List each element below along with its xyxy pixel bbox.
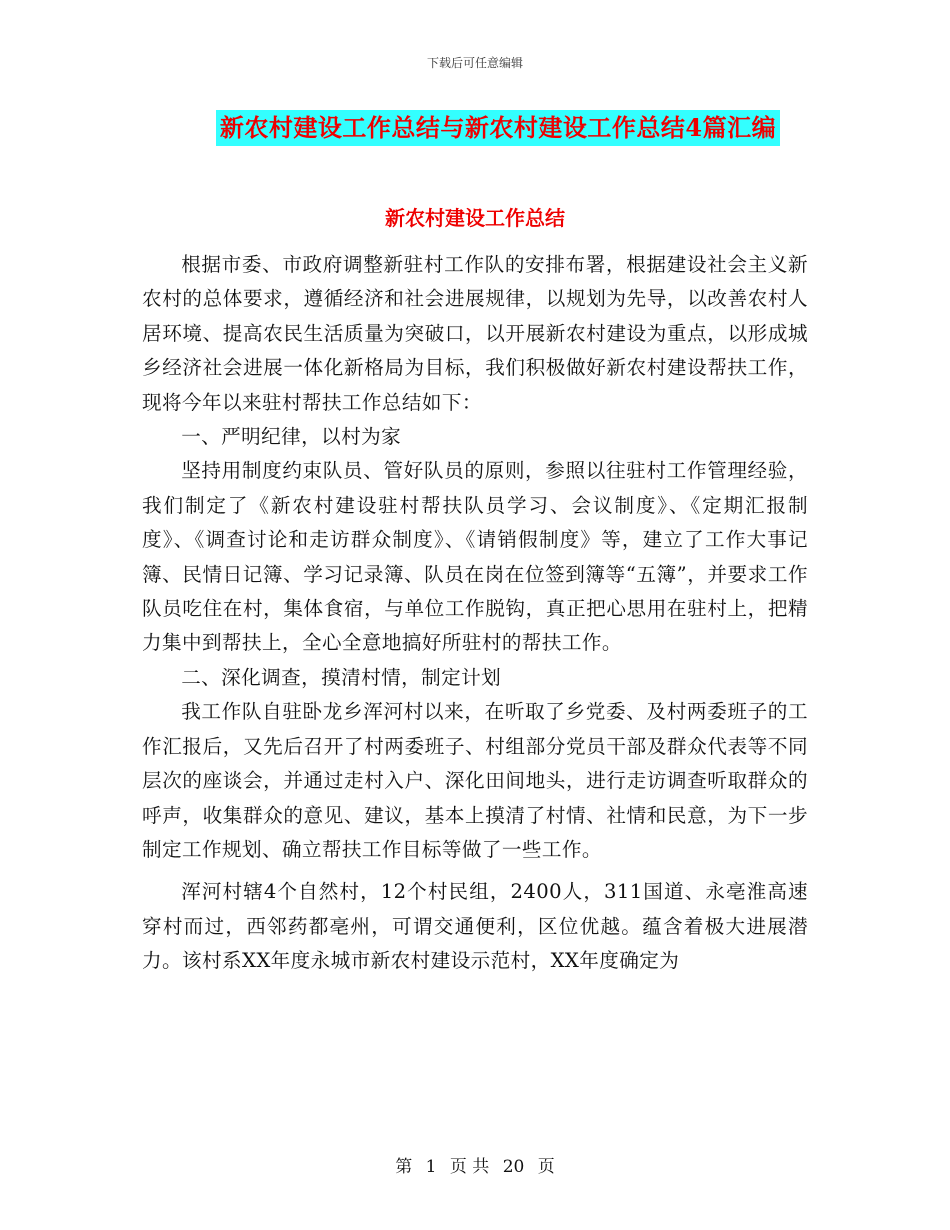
main-title: 新农村建设工作总结与新农村建设工作总结4篇汇编: [216, 110, 780, 146]
page-number: 1: [425, 1157, 437, 1177]
paragraph-investigation: 我工作队自驻卧龙乡浑河村以来，在听取了乡党委、及村两委班子的工作汇报后，又先后召开了村两委班子、村组部分党员干部及群众代表等不同层次的座谈会，并通过走村入户、深化田间地头，进行走访调查听取群众的呼声，收集群众的意见、建议，基本上摸清了村情、社情和民意，为下一步制定工作规划、确立帮扶工作目标等做了一些工作。: [142, 700, 808, 861]
section-title: 新农村建设工作总结: [385, 206, 565, 230]
main-title-container: [0, 110, 950, 146]
paragraph-discipline: 坚持用制度约束队员、管好队员的原则，参照以往驻村工作管理经验，我们制定了《新农村建设驻村帮扶队员学习、会议制度》、《定期汇报制度》、《调查讨论和走访群众制度》、《请销假制度》等，建立了工作大事记簿、民情日记簿、学习记录簿、队员在岗在位签到簿等“五簿”，并要求工作队员吃住在村，集体食宿，与单位工作脱钩，真正把心思用在驻村上，把精力集中到帮扶上，全心全意地搞好所驻村的帮扶工作。: [142, 459, 808, 655]
heading-investigation: 二、深化调查，摸清村情，制定计划: [181, 665, 502, 689]
page-middle: 页 共: [449, 1157, 490, 1177]
page-footer: [0, 1152, 950, 1177]
paragraph-village-info: 浑河村辖4个自然村，12个村民组，2400人，311国道、永亳淮高速穿村而过，西邻药都亳州，可谓交通便利，区位优越。蕴含着极大进展潜力。该村系XX年度永城市新农村建设示范村，XX年度确定为: [142, 880, 808, 973]
document-body: [142, 248, 808, 979]
page-suffix: 页: [537, 1157, 555, 1177]
page-prefix: 第: [395, 1157, 413, 1177]
page-total: 20: [502, 1157, 525, 1177]
paragraph-intro: 根据市委、市政府调整新驻村工作队的安排布署，根据建设社会主义新农村的总体要求，遵循经济和社会进展规律，以规划为先导，以改善农村人居环境、提高农民生活质量为突破口，以开展新农村建设为重点，以形成城乡经济社会进展一体化新格局为目标，我们积极做好新农村建设帮扶工作，现将今年以来驻村帮扶工作总结如下：: [142, 253, 808, 414]
heading-discipline: 一、严明纪律，以村为家: [181, 425, 402, 449]
download-note: 下载后可任意编辑: [426, 56, 523, 70]
